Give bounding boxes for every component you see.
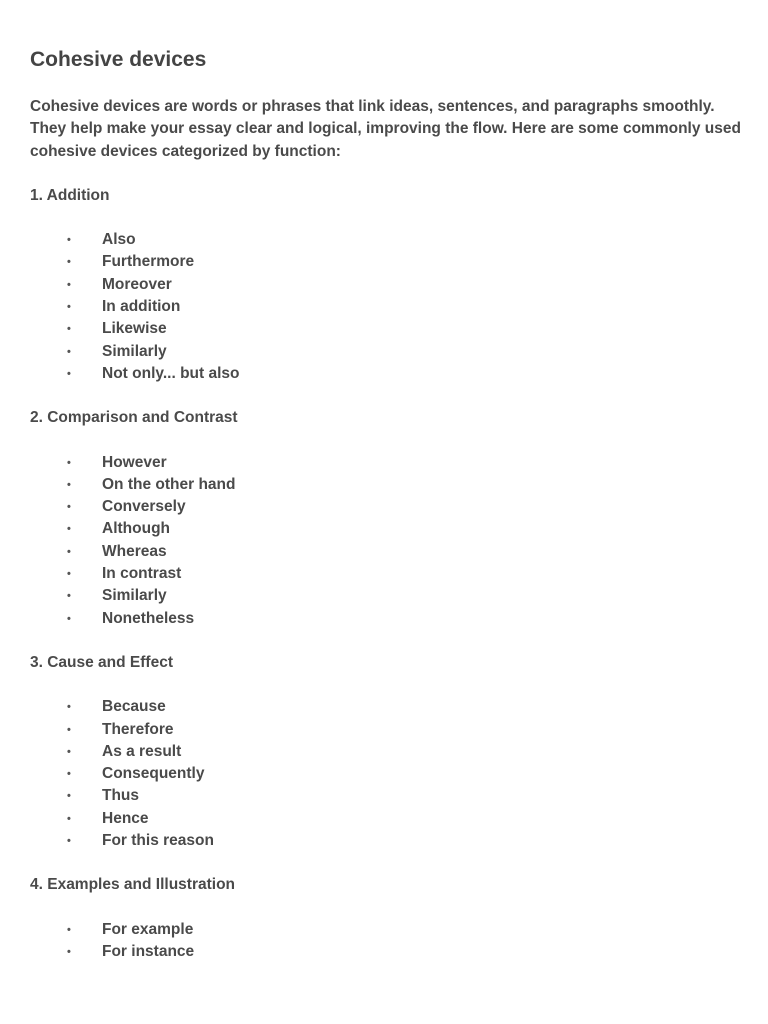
bullet-icon: • [67, 945, 71, 958]
list-item-label: Conversely [102, 498, 186, 516]
bullet-list [30, 696, 746, 852]
list-item-label: Although [102, 520, 171, 538]
page-title: Cohesive devices [30, 48, 207, 71]
list-item-label: Consequently [102, 765, 205, 783]
bullet-icon: • [67, 345, 71, 358]
list-item [30, 341, 746, 363]
list-item-label: Nonetheless [102, 609, 195, 627]
sections-container [30, 185, 746, 963]
bullet-icon: • [67, 323, 71, 336]
bullet-icon: • [67, 701, 71, 714]
bullet-icon: • [67, 301, 71, 314]
list-item [30, 251, 746, 273]
list-item [30, 296, 746, 318]
list-item [30, 518, 746, 540]
bullet-icon: • [67, 256, 71, 269]
bullet-icon: • [67, 478, 71, 491]
section-heading: 4. Examples and Illustration [30, 876, 236, 894]
list-item-label: Moreover [102, 275, 172, 293]
bullet-icon: • [67, 923, 71, 936]
bullet-icon: • [67, 278, 71, 291]
list-item-label: Thus [102, 787, 140, 805]
list-item [30, 919, 746, 941]
document [30, 46, 746, 963]
list-item-label: In addition [102, 298, 181, 316]
list-item [30, 585, 746, 607]
list-item [30, 274, 746, 296]
bullet-icon: • [67, 612, 71, 625]
list-item [30, 452, 746, 474]
bullet-icon: • [67, 768, 71, 781]
list-item [30, 229, 746, 251]
intro-paragraph: Cohesive devices are words or phrases that link ideas, sentences, and paragraphs smoothly. They help make your essay clear and logical, improving the flow. Here are some commonly used cohesive devices categorized by function: [30, 98, 741, 160]
list-item-label: In contrast [102, 565, 182, 583]
list-item-label: Therefore [102, 720, 174, 738]
list-item-label: Because [102, 698, 166, 716]
list-item [30, 741, 746, 763]
bullet-icon: • [67, 568, 71, 581]
list-item [30, 608, 746, 630]
bullet-list [30, 452, 746, 630]
list-item [30, 719, 746, 741]
bullet-icon: • [67, 790, 71, 803]
list-item [30, 318, 746, 340]
list-item-label: For instance [102, 942, 195, 960]
bullet-list [30, 229, 746, 385]
section-heading: 1. Addition [30, 186, 110, 204]
bullet-icon: • [67, 456, 71, 469]
list-item [30, 830, 746, 852]
list-item [30, 808, 746, 830]
list-item [30, 785, 746, 807]
bullet-icon: • [67, 234, 71, 247]
bullet-icon: • [67, 523, 71, 536]
list-item-label: Similarly [102, 587, 167, 605]
bullet-icon: • [67, 812, 71, 825]
list-item [30, 763, 746, 785]
list-item [30, 363, 746, 385]
list-item-label: Furthermore [102, 253, 195, 271]
list-item-label: However [102, 453, 167, 471]
bullet-icon: • [67, 723, 71, 736]
list-item-label: Likewise [102, 320, 167, 338]
list-item [30, 496, 746, 518]
section-heading: 2. Comparison and Contrast [30, 409, 238, 427]
bullet-icon: • [67, 590, 71, 603]
list-item-label: On the other hand [102, 475, 236, 493]
list-item-label: Not only... but also [102, 364, 240, 382]
list-item [30, 696, 746, 718]
bullet-icon: • [67, 745, 71, 758]
list-item-label: Whereas [102, 542, 167, 560]
list-item [30, 474, 746, 496]
bullet-icon: • [67, 501, 71, 514]
list-item-label: Also [102, 231, 136, 249]
list-item-label: For this reason [102, 832, 214, 850]
bullet-icon: • [67, 367, 71, 380]
list-item [30, 941, 746, 963]
section-heading: 3. Cause and Effect [30, 653, 173, 671]
list-item [30, 563, 746, 585]
list-item [30, 541, 746, 563]
list-item-label: For example [102, 920, 194, 938]
list-item-label: Similarly [102, 342, 167, 360]
bullet-icon: • [67, 545, 71, 558]
bullet-icon: • [67, 835, 71, 848]
bullet-list [30, 919, 746, 964]
list-item-label: Hence [102, 809, 149, 827]
list-item-label: As a result [102, 742, 182, 760]
